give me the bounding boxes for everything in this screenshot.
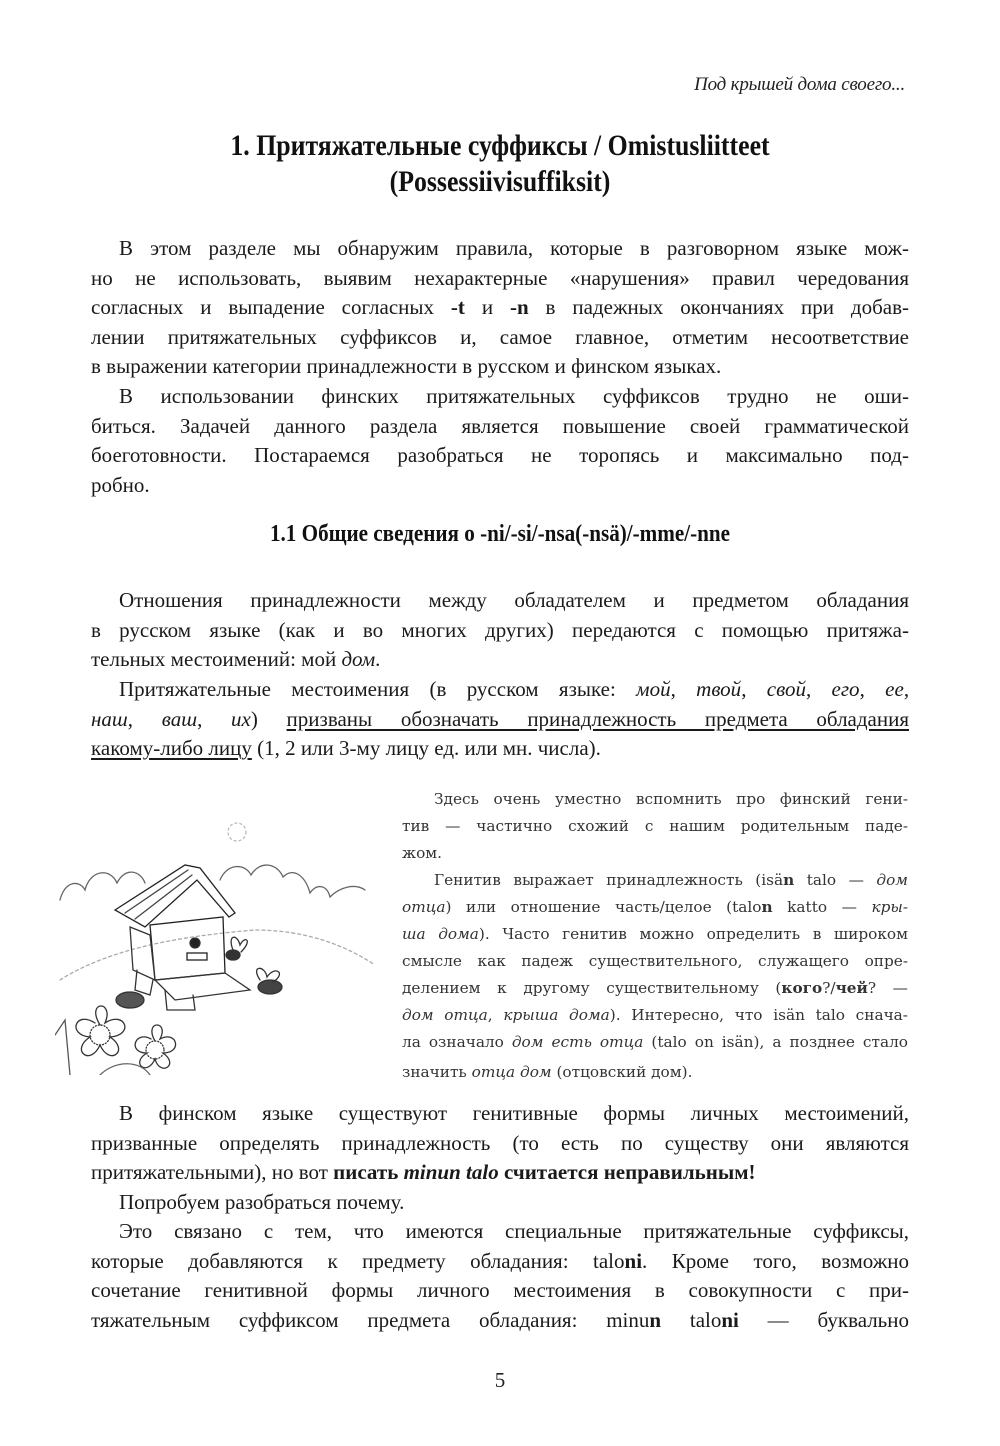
italic-translation: дом: [876, 871, 908, 889]
beehive-illustration: [55, 805, 385, 1075]
text-line: [402, 1059, 908, 1086]
bold-suffix-t: -t: [450, 295, 465, 319]
bold-text: писать: [333, 1160, 404, 1184]
text-line: робно.: [91, 472, 150, 497]
bold-italic-example: minun talo: [403, 1160, 499, 1184]
text-run: talo: [661, 1307, 722, 1332]
text-line: В финском языке существуют генитивные формы личных местоимений,: [119, 1101, 909, 1125]
text-line: боеготовности. Постараемся разобраться не торопясь и максимально под-: [91, 443, 909, 467]
bold-suffix: ni: [721, 1307, 739, 1332]
italic-translation: отца дом: [471, 1063, 552, 1081]
beehive-icon: [55, 805, 385, 1075]
italic-pronoun: свой: [766, 677, 806, 701]
section-title: 1.1 Общие сведения о -ni/-si/-nsa(-nsä)/-mme/-nne: [269, 521, 731, 547]
text-run: тяжательным суффиксом предмета обладания: minu: [91, 1307, 650, 1332]
italic-translation: кры-: [871, 898, 908, 916]
text-line: [91, 645, 909, 675]
text-line: жом.: [402, 844, 443, 862]
text-line: [91, 293, 909, 323]
text-run: Притяжательные местоимения (в русском языке:: [119, 677, 637, 701]
text-run: ? —: [867, 979, 908, 997]
text-line: [402, 1002, 908, 1029]
text-line: В использовании финских притяжательных суффиксов трудно не оши-: [119, 384, 909, 408]
text-run: ). Интересно, что isän talo снача-: [609, 1006, 908, 1024]
italic-translation: дом отца: [402, 1006, 488, 1024]
text-line: Притяжательные местоимения (в русском языке: мой, твой, свой, его, ее,: [119, 677, 910, 701]
text-line: призванные определять принадлежность (то есть по существу они являются: [91, 1130, 909, 1155]
text-run: .: [375, 647, 381, 671]
text-run: которые добавляются к предмету обладания: talo: [91, 1248, 625, 1273]
italic-example: дом: [341, 647, 376, 671]
body-paragraph-2: [91, 1188, 909, 1218]
italic-pronoun: ваш: [161, 706, 198, 731]
text-line: Попробуем разобраться почему.: [119, 1190, 405, 1214]
text-run: ). Часто генитив можно определить в широком: [478, 925, 908, 943]
text-run: (1, 2 или 3-му лицу ед. или мн. числа).: [251, 736, 601, 760]
text-line: В этом разделе мы обнаружим правила, которые в разговорном языке мож-: [119, 236, 909, 260]
text-line: [402, 894, 908, 921]
bold-question: кого: [781, 979, 823, 997]
text-line: но не использовать, выявим нехарактерные «нарушения» правил чередования: [91, 265, 909, 290]
page-number: 5: [494, 1368, 506, 1392]
text-line: Отношения принадлежности между обладателем и предметом обладания: [119, 588, 909, 612]
text-line: [402, 1029, 908, 1056]
body-paragraph-1: [91, 1099, 909, 1188]
text-line: [91, 734, 909, 764]
text-run: talo —: [794, 871, 877, 889]
chapter-title-line2: (Possessiivisuffiksit): [389, 165, 611, 198]
text-run: притяжательными), но вот: [91, 1160, 334, 1184]
italic-pronoun: его: [831, 677, 860, 701]
section-paragraph-2: [91, 675, 909, 764]
bold-ending: n: [783, 871, 795, 889]
underlined-text: какому-либо лицу: [91, 736, 252, 760]
text-run: ,: [487, 1006, 504, 1024]
chapter-title-line1: 1. Притяжательные суффиксы / Omistusliitteet: [230, 129, 770, 162]
text-line: в выражении категории принадлежности в русском и финском языках.: [91, 354, 722, 378]
italic-pronoun: ее: [885, 677, 904, 701]
text-run: делением к другому существительному (: [402, 979, 782, 997]
text-line: в русском языке (как и во многих других) передаются с помощью притяжа-: [91, 617, 909, 642]
text-line: наш, ваш, их) призваны обозначать принадлежность предмета обладания: [91, 706, 910, 731]
italic-translation: дом есть отца: [511, 1033, 644, 1051]
intro-paragraph-2: [91, 382, 909, 500]
text-line: [402, 921, 908, 948]
text-run: значить: [402, 1063, 472, 1081]
italic-pronoun: мой: [636, 677, 671, 701]
text-run: Генитив выражает принадлежность (isä: [434, 871, 784, 889]
text-run: katto —: [772, 898, 872, 916]
bold-suffix: ni: [624, 1248, 643, 1273]
italic-pronoun: их: [231, 706, 251, 731]
body-paragraph-3: [91, 1217, 909, 1335]
italic-translation: отца: [402, 898, 446, 916]
text-line: смысле как падеж существительного, служащего опре-: [402, 952, 908, 970]
text-line: [91, 1247, 909, 1277]
text-run: ) или отношение часть/целое (talo: [445, 898, 762, 916]
bold-suffix-n: -n: [509, 295, 529, 319]
text-line: [91, 1306, 909, 1336]
text-run: (отцовский дом).: [551, 1063, 693, 1081]
text-run: в падежных окончаниях при добав-: [528, 295, 909, 319]
text-run: . Кроме того, возможно: [642, 1248, 909, 1273]
intro-paragraph-1: [91, 234, 909, 382]
text-line: Это связано с тем, что имеются специальные притяжательные суффиксы,: [119, 1219, 909, 1243]
section-paragraph-1: [91, 586, 909, 675]
text-run: согласных и выпадение согласных: [91, 295, 451, 319]
text-run: — буквально: [738, 1307, 910, 1332]
bold-text: считается неправильным!: [498, 1160, 756, 1184]
text-line: [402, 867, 908, 894]
running-head: Под крышей дома своего...: [694, 74, 905, 95]
text-line: лении притяжательных суффиксов и, самое главное, отметим несоответствие: [91, 324, 909, 349]
sidebar-note: [402, 786, 908, 1086]
underlined-text: призваны обозначать принадлежность предмета обладания: [286, 706, 910, 731]
italic-translation: крыша дома: [503, 1006, 610, 1024]
italic-pronoun: наш: [91, 706, 128, 731]
text-line: [91, 1158, 909, 1188]
text-run: ла означало: [402, 1033, 512, 1051]
text-run: и: [464, 295, 510, 319]
text-line: биться. Задачей данного раздела является повышение своей грамматической: [91, 413, 909, 438]
text-line: сочетание генитивной формы личного местоимения в совокупности с при-: [91, 1278, 909, 1302]
text-run: тельных местоимений: мой: [91, 647, 342, 671]
text-line: [402, 975, 908, 1002]
bold-question: чей: [835, 979, 868, 997]
text-run: ?/: [822, 979, 836, 997]
text-line: Здесь очень уместно вспомнить про финский гени-: [434, 790, 908, 808]
text-run: (talo on isän), а позднее стало: [643, 1033, 908, 1051]
italic-translation: ша дома: [402, 925, 479, 943]
bold-ending: n: [649, 1307, 662, 1332]
bold-ending: n: [761, 898, 773, 916]
text-line: тив — частично схожий с нашим родительным паде-: [402, 817, 908, 835]
chapter-title: [70, 128, 930, 200]
italic-pronoun: твой: [696, 677, 742, 701]
